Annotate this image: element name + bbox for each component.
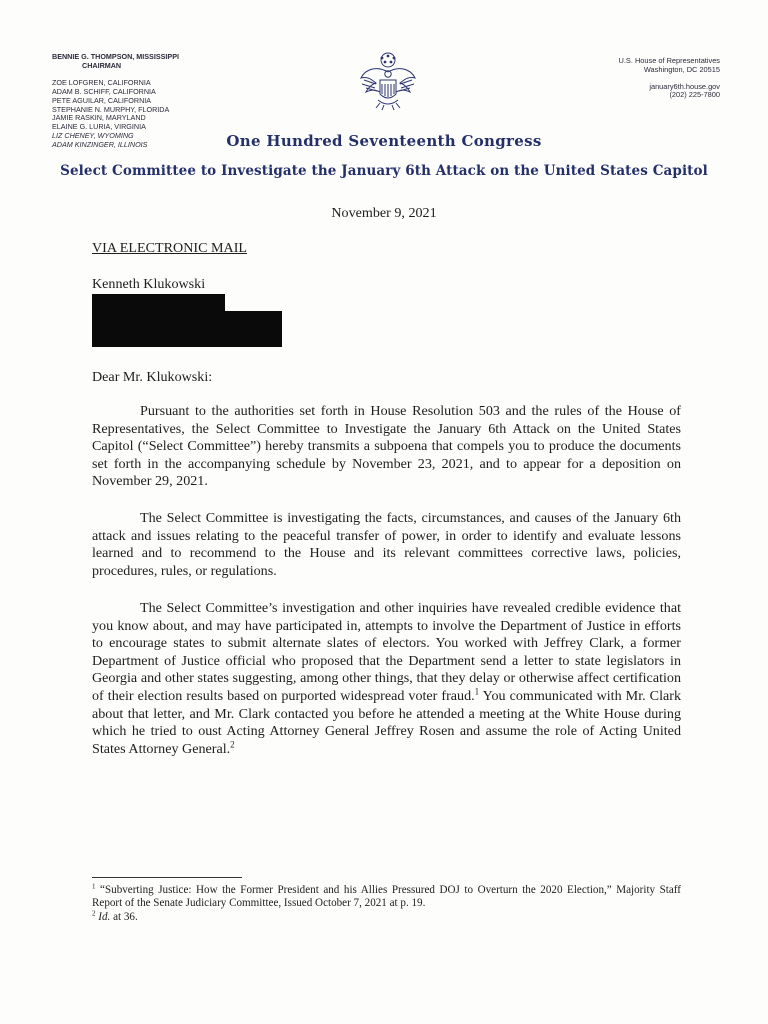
house-seal-icon <box>358 50 418 114</box>
redaction-block <box>92 311 282 347</box>
chairman-title: CHAIRMAN <box>82 60 122 70</box>
paragraph-evidence <box>92 600 681 758</box>
footnote-divider <box>92 877 242 878</box>
footnote-id: Id. <box>98 910 111 923</box>
committee-heading: Select Committee to Investigate the January 6th Attack on the United States Capitol <box>60 163 708 179</box>
member-name: ADAM KINZINGER, ILLINOIS <box>52 140 148 150</box>
member-name: JAMIE RASKIN, MARYLAND <box>52 113 146 123</box>
phone-number: (202) 225-7800 <box>669 90 720 100</box>
footnote-mark: 1 <box>92 882 96 891</box>
paragraph-investigation: The Select Committee is investigating the facts, circumstances, and causes of the January 6th attack and issues relating to the peaceful transfer of power, in order to identify and evaluate lessons learned and to recommend to the House and its relevant committees corrective laws, policies, procedures, rules, or regulations. <box>92 510 681 579</box>
congress-heading: One Hundred Seventeenth Congress <box>226 132 542 150</box>
website-link[interactable]: january6th.house.gov <box>649 81 720 91</box>
footnote-text: at 36. <box>110 910 138 923</box>
member-name: ADAM B. SCHIFF, CALIFORNIA <box>52 86 156 96</box>
salutation: Dear Mr. Klukowski: <box>92 369 213 385</box>
office-line: U.S. House of Representatives <box>618 56 720 65</box>
member-name: ELAINE G. LURIA, VIRGINIA <box>52 122 146 132</box>
chairman-name: BENNIE G. THOMPSON, MISSISSIPPI <box>52 52 179 61</box>
member-name: STEPHANIE N. MURPHY, FLORIDA <box>52 104 170 114</box>
footnote-ref: 2 <box>230 739 235 750</box>
paragraph-text: You communicated with Mr. Clark about that letter, and Mr. Clark contacted you before he attended a meeting at the White House during which he tried to oust Acting Attorney General Jeffrey Rosen and assume the role of Acting United States Attorney General. <box>92 687 681 757</box>
office-line: Washington, DC 20515 <box>643 64 720 74</box>
paragraph-text: The Select Committee’s investigation and other inquiries have revealed credible evidence that you know about, and may have participated in, attempts to involve the Department of Justice in efforts to encourage states to submit alternate slates of electors. You worked with Jeffrey Clark, a former Department of Justice official who proposed that the Department send a letter to state legislators in Georgia and other states suggesting, among other things, that they delay or otherwise affect certification of their election results based on purported widespread voter fraud. <box>92 600 681 704</box>
delivery-method: VIA ELECTRONIC MAIL <box>92 240 248 256</box>
member-name: PETE AGUILAR, CALIFORNIA <box>52 95 152 105</box>
member-name: ZOE LOFGREN, CALIFORNIA <box>52 77 151 87</box>
letter-date: November 9, 2021 <box>331 205 437 221</box>
addressee-name: Kenneth Klukowski <box>92 276 206 292</box>
footnote-1 <box>92 884 681 911</box>
member-name: LIZ CHENEY, WYOMING <box>52 131 134 141</box>
footnote-ref: 1 <box>474 686 480 697</box>
redaction-block <box>92 294 225 312</box>
footnote-mark: 2 <box>92 908 96 917</box>
footnote-2 <box>92 908 681 924</box>
footnote-text: “Subverting Justice: How the Former President and his Allies Pressured DOJ to Overturn the 2020 Election,” Majority Staff Report of the Senate Judiciary Committee, Issued October 7, 2021 at p. 19. <box>92 884 681 910</box>
office-address <box>520 57 720 100</box>
paragraph-subpoena: Pursuant to the authorities set forth in House Resolution 503 and the rules of the House of Representatives, the Select Committee to Investigate the January 6th Attack on the United States Capitol (“Select Committee”) hereby transmits a subpoena that compels you to produce the documents set forth in the accompanying schedule by November 23, 2021, and to appear for a deposition on November 29, 2021. <box>92 403 681 490</box>
footnotes <box>92 884 681 924</box>
